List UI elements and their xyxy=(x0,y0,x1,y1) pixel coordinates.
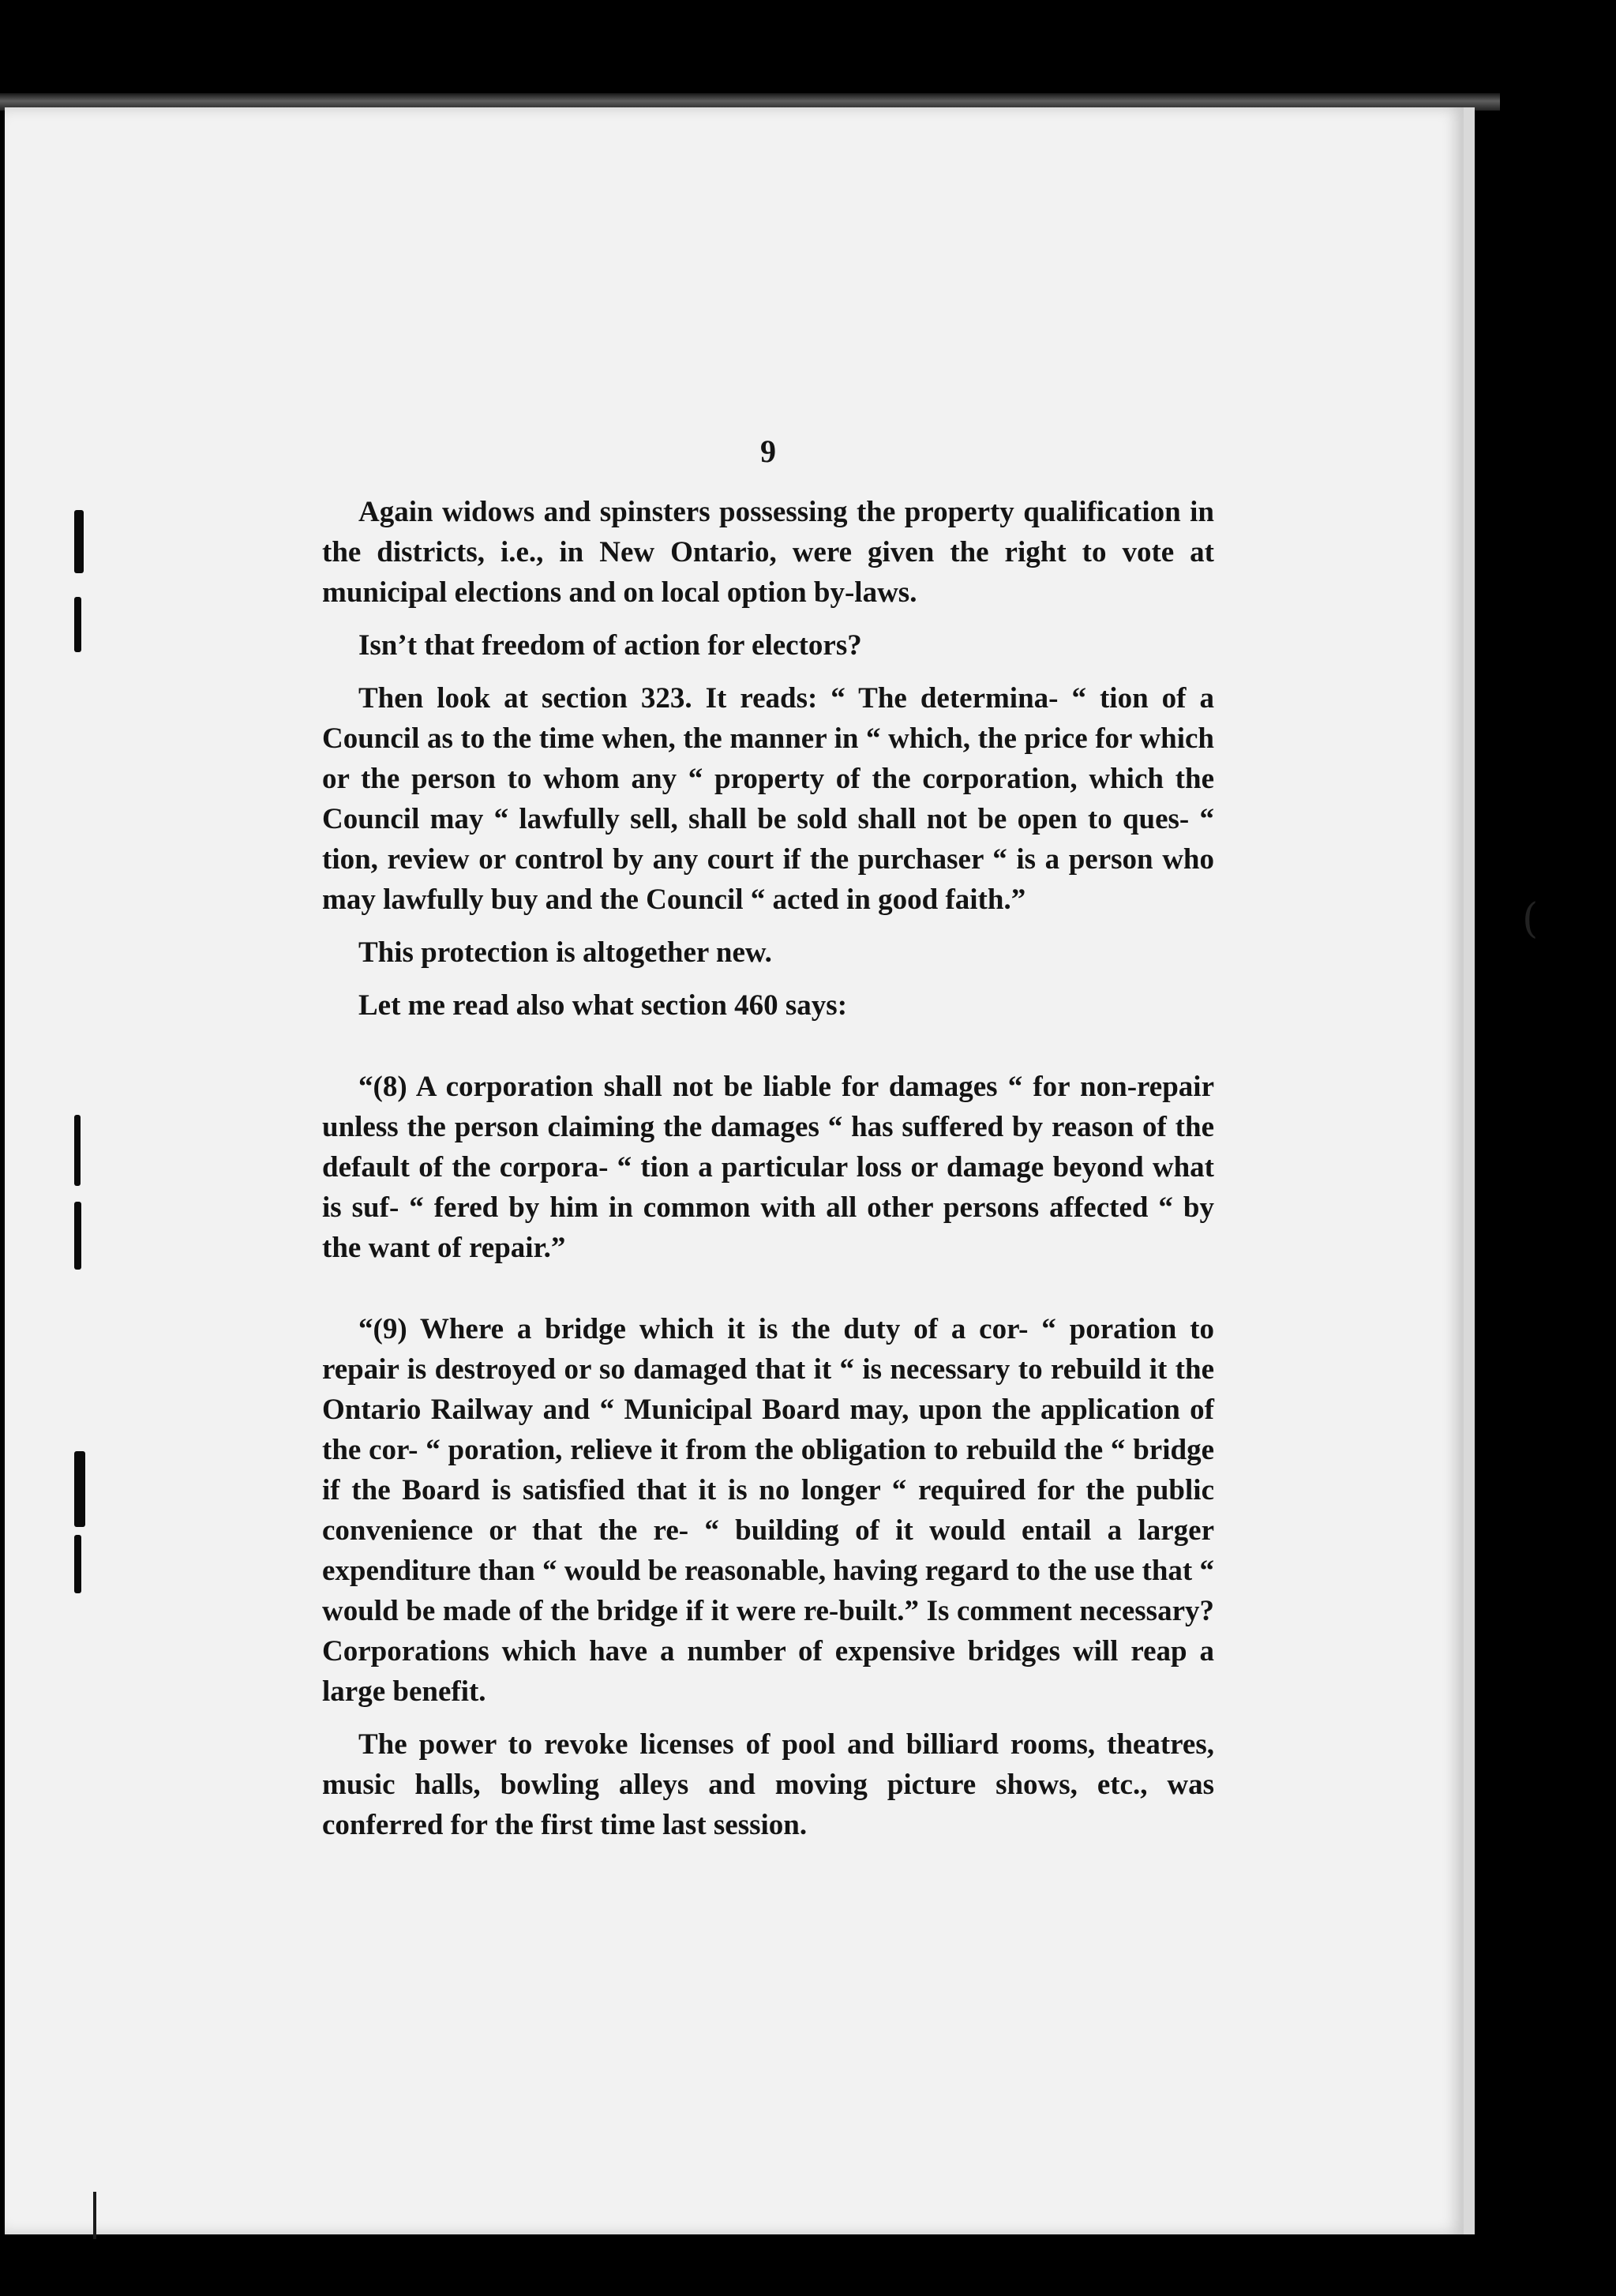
margin-mark xyxy=(74,1451,85,1527)
paragraph-1: Again widows and spinsters possessing the property qualification in the districts, i.e., in New Ontario, were given the right to vote at municipal elections and on local option by-laws. xyxy=(322,496,1214,609)
quoted-subsection-8 xyxy=(322,1067,1214,1268)
margin-mark xyxy=(74,1535,81,1593)
quoted-subsection-9 xyxy=(322,1309,1214,1712)
margin-mark xyxy=(74,1202,81,1270)
paragraph-5: Let me read also what section 460 says: xyxy=(358,989,848,1022)
margin-mark xyxy=(74,1115,81,1186)
spacer xyxy=(322,1281,1214,1309)
subsection-9-text: “(9) Where a bridge which it is the duty of a cor- “ poration to repair is destroyed or so damaged that it “ is necessary to rebuild it the Ontario Railway and “ Municipal Board may, upon the application of the cor- “ poration, relieve it from the obligation to rebuild the “ bridge if the Board is satisfied that it is no longer “ required for the public convenience or that the re- “ building of it would entail a larger expenditure than “ would be reasonable, having regard to the use that “ would be made of the bridge if it were re-built.” Is comment necessary? Corporations which have a number of expensive bridges will reap a large benefit. xyxy=(322,1313,1214,1708)
margin-mark xyxy=(74,597,81,652)
page-number: 9 xyxy=(760,433,776,469)
paragraph-4: This protection is altogether new. xyxy=(358,936,772,969)
paragraph-8: The power to revoke licenses of pool and billiard rooms, theatres, music halls, bowling alleys and moving picture shows, etc., was conferred for the first time last session. xyxy=(322,1728,1214,1841)
document-page xyxy=(5,107,1475,2234)
paragraph-2: Isn’t that freedom of action for electors? xyxy=(358,629,862,662)
page-text xyxy=(322,431,1214,1858)
subsection-8-text: “(8) A corporation shall not be liable for damages “ for non-repair unless the person claiming the damages “ has suffered by reason of the default of the corpora- “ tion a particular loss or damage beyond what is suf- “ fered by him in common with all other persons affected “ by the want of repair.” xyxy=(322,1071,1214,1264)
binding-mark xyxy=(93,2192,96,2239)
margin-mark xyxy=(74,510,84,573)
edge-artifact: ( xyxy=(1522,895,1539,943)
paragraph-3: Then look at section 323. It reads: “ The determina- “ tion of a Council as to the time when, the manner in “ which, the price for which or the person to whom any “ property of the corporation, which the Council may “ lawfully sell, shall be sold shall not be open to ques- “ tion, review or control by any court if the purchaser “ is a person who may lawfully buy and the Council “ acted in good faith.” xyxy=(322,682,1214,916)
left-margin-marks xyxy=(5,107,123,2234)
